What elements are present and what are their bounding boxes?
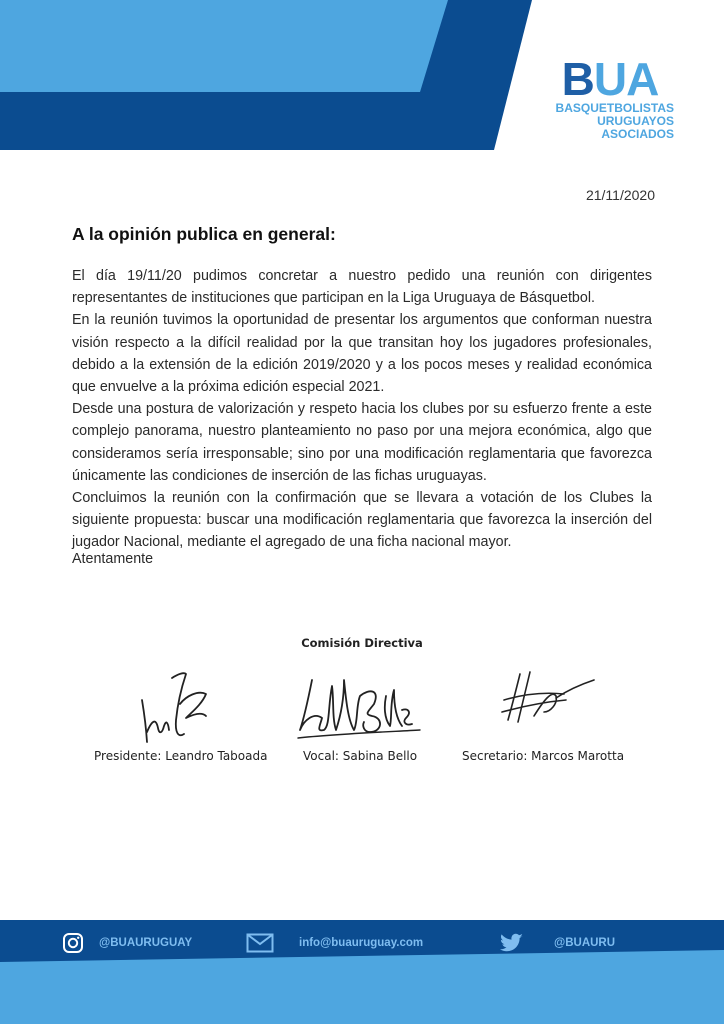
letter-date: 21/11/2020 [585,187,655,203]
logo-mark [540,53,680,105]
footer-instagram[interactable] [62,933,192,953]
logo-line-2: URUGUAYOS [597,114,674,128]
paragraph-2: En la reunión tuvimos la oportunidad de presentar los argumentos que conforman nuestra visión respecto a la difícil realidad por la que transitan hoy los jugadores profesionales, debido a la extensión de la edición 2019/2020 y a los pocos meses y realidad económica que envuelve a la próxima edición especial 2021. [72,312,652,396]
signature-secretary [494,660,604,740]
signature-president [128,660,218,750]
instagram-icon [62,932,84,954]
footer-twitter[interactable] [500,933,615,953]
paragraph-1: El día 19/11/20 pudimos concretar a nuestro pedido una reunión con dirigentes representantes de instituciones que participan en la Liga Uruguaya de Básquetbol. [72,268,652,307]
email-address[interactable]: info@buauruguay.com [299,937,424,949]
instagram-handle[interactable]: @BUAURUGUAY [99,937,193,949]
paragraph-3: Desde una postura de valorización y respeto hacia los clubes por su esfuerzo frente a este complejo panorama, nuestro planteamiento no paso por una mejora económica, algo que consideramos sería irresponsable; sino por una modificación reglamentaria que favorezca únicamente las condiciones de inserción de las fichas uruguayas. [72,401,652,484]
footer-banner [0,900,724,1024]
twitter-handle[interactable]: @BUAURU [554,937,616,949]
logo-letter-a: A [626,53,659,105]
bua-logo [540,53,680,141]
logo-line-3: ASOCIADOS [601,127,674,141]
signer-vocal: Vocal: Sabina Bello [303,749,418,763]
mail-icon [246,933,274,953]
letter-closing: Atentamente [72,551,154,567]
paragraph-4: Concluimos la reunión con la confirmación que se llevara a votación de los Clubes la siguiente propuesta: buscar una modificación reglamentaria que favorezca la inserción del jugador Nacional, mediante el agregado de una ficha nacional mayor. [72,490,652,551]
footer-email[interactable] [246,933,423,953]
letter-heading: A la opinión publica en general: [72,224,336,244]
letter-body [72,265,652,554]
signer-president: Presidente: Leandro Taboada [94,749,268,763]
logo-letter-u: U [593,53,627,105]
committee-title: Comisión Directiva [301,636,423,650]
logo-letter-b: B [561,53,594,105]
signer-secretary: Secretario: Marcos Marotta [462,749,625,763]
signature-vocal [294,660,424,750]
twitter-icon [500,933,524,953]
logo-line-1: BASQUETBOLISTAS [555,101,674,115]
